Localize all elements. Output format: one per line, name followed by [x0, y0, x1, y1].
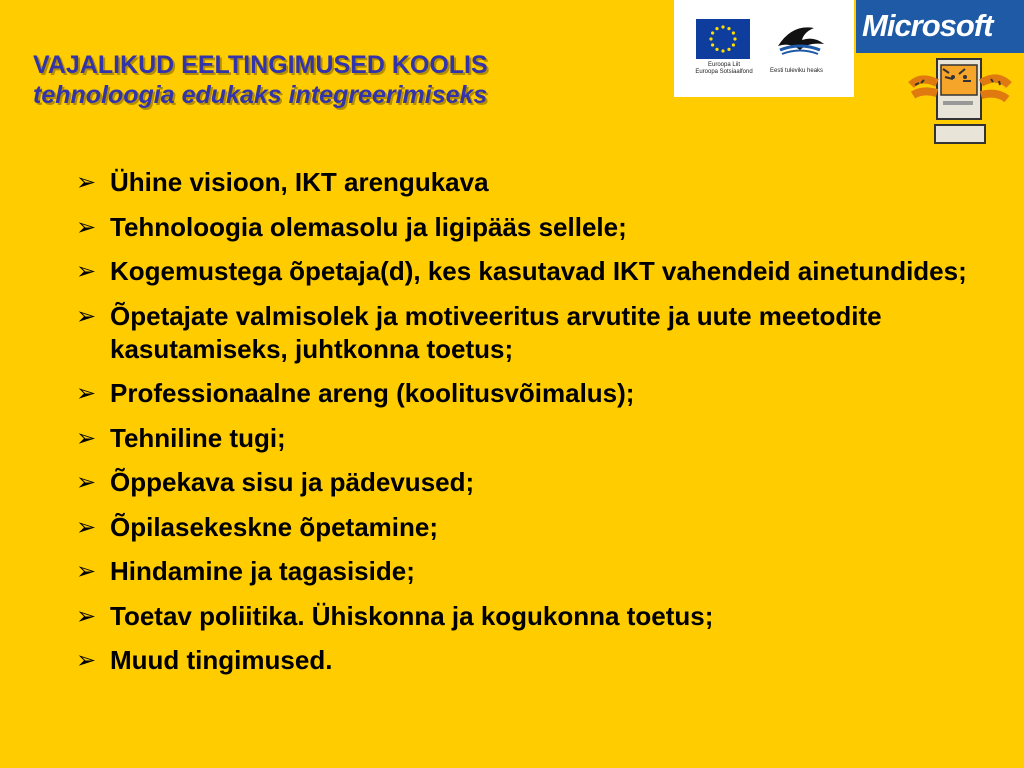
sponsor-logos: [674, 0, 854, 97]
bullet-text: Õpilasekeskne õpetamine;: [110, 511, 439, 542]
bullet-item: [76, 377, 1006, 410]
arrow-bullet-icon: ➢: [76, 213, 97, 241]
title-line-2: tehnoloogia edukaks integreerimiseks: [33, 81, 488, 109]
estonia-caption: Eesti tuleviku heaks: [770, 68, 824, 74]
bullet-list: [76, 166, 1006, 689]
bullet-item: [76, 555, 1006, 588]
bullet-text: Toetav poliitika. Ühiskonna ja kogukonna toetus;: [110, 600, 714, 631]
tiger-computer-icon: [905, 55, 1015, 150]
bullet-text: Kogemustega õpetaja(d), kes kasutavad IKT vahendeid ainetundides;: [110, 256, 967, 286]
estonia-swallow-icon: [774, 20, 826, 60]
bullet-item: [76, 422, 1006, 455]
bullet-item: [76, 166, 1006, 199]
bullet-text: Tehnoloogia olemasolu ja ligipääs sellele;: [110, 211, 627, 242]
bullet-item: [76, 644, 1006, 677]
bullet-text: Õppekava sisu ja pädevused;: [110, 467, 475, 497]
bullet-item: [76, 600, 1006, 633]
arrow-bullet-icon: ➢: [76, 169, 97, 196]
bullet-text: Muud tingimused.: [110, 645, 333, 675]
eu-flag-icon: [696, 19, 750, 59]
slide-title: [33, 50, 488, 110]
bullet-text: Hindamine ja tagasiside;: [110, 556, 415, 586]
bullet-item: [76, 211, 1006, 244]
arrow-bullet-icon: ➢: [76, 469, 97, 496]
title-line-1: VAJALIKUD EELTINGIMUSED KOOLIS: [33, 51, 488, 79]
eu-caption: Euroopa Liit Euroopa Sotsiaalfond: [695, 62, 753, 75]
arrow-bullet-icon: ➢: [76, 647, 97, 674]
arrow-bullet-icon: ➢: [76, 513, 97, 541]
bullet-text: Õpetajate valmisolek ja motiveeritus arvutite ja uute meetodite kasutamiseks, juhtkonna toetus;: [110, 300, 882, 364]
arrow-bullet-icon: ➢: [76, 380, 97, 407]
bullet-item: [76, 255, 1006, 288]
bullet-text: Tehniline tugi;: [110, 422, 286, 453]
bullet-item: [76, 300, 1006, 366]
arrow-bullet-icon: ➢: [76, 258, 97, 285]
arrow-bullet-icon: ➢: [76, 558, 97, 585]
arrow-bullet-icon: ➢: [76, 302, 97, 330]
bullet-text: Professionaalne areng (koolitusvõimalus);: [110, 378, 635, 408]
microsoft-logo: [856, 0, 1024, 53]
bullet-item: [76, 511, 1006, 544]
microsoft-logo-text: Microsoft: [862, 8, 993, 43]
arrow-bullet-icon: ➢: [76, 424, 97, 452]
bullet-text: Ühine visioon, IKT arengukava: [110, 167, 489, 197]
bullet-item: [76, 466, 1006, 499]
arrow-bullet-icon: ➢: [76, 602, 97, 630]
